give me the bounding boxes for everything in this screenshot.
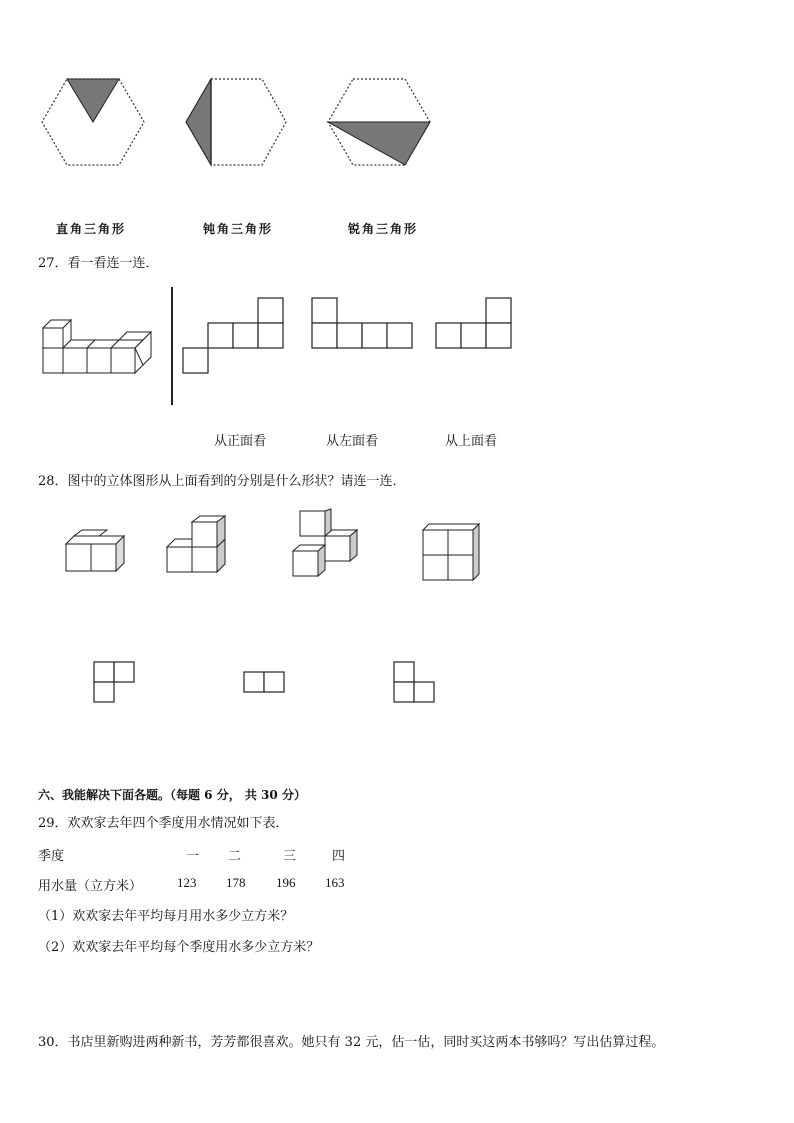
q28-top-view-shape-2 (243, 671, 287, 695)
hexagon-figure-obtuse-triangle (184, 76, 288, 168)
q27-question: 看一看连一连． (67, 256, 159, 271)
q28-3d-figure-3 (291, 509, 363, 579)
q29-value-2: 178 (226, 875, 246, 890)
hexagon-label-acute: 锐角三角形 (348, 222, 419, 236)
q28-3d-figure-1 (64, 530, 126, 574)
q29-question: 欢欢家去年四个季度用水情况如下表． (67, 816, 289, 831)
q29-quarter-3: 三 (283, 849, 297, 864)
q29-quarter-1: 一 (186, 849, 200, 864)
q29-quarter-2: 二 (228, 849, 242, 864)
q28-3d-figure-2 (165, 516, 227, 574)
q27-view-shape-1 (182, 297, 286, 375)
q29-text (38, 812, 289, 831)
q27-view-label-top: 从上面看 (445, 434, 498, 449)
hexagon-figure-right-triangle (40, 76, 146, 168)
q29-table-row-label: 用水量（立方米） (38, 879, 143, 894)
hexagon-figure-acute-triangle (326, 76, 432, 168)
q28-number: 28． (38, 474, 68, 489)
q27-view-shape-2 (311, 297, 417, 351)
q27-divider-line (171, 287, 173, 405)
q30-question: 书店里新购进两种新书，芳芳都很喜欢。她只有 32 元，估一估，同时买这两本书够吗？写出估算过程。 (67, 1035, 665, 1050)
q28-3d-figure-4 (421, 522, 483, 584)
q30-text (38, 1031, 664, 1050)
q29-number: 29． (38, 816, 68, 831)
q28-text (38, 470, 406, 489)
q29-value-3: 196 (276, 875, 296, 890)
q28-top-view-shape-1 (93, 661, 137, 705)
q27-view-label-left: 从左面看 (326, 434, 379, 449)
q28-question: 图中的立体图形从上面看到的分别是什么形状？请连一连． (67, 474, 406, 489)
q29-subquestion-2: （2）欢欢家去年平均每个季度用水多少立方米？ (38, 940, 320, 955)
section-6-title: 六、我能解决下面各题。（每题 6 分， 共 30 分） (38, 788, 306, 802)
q29-value-4: 163 (325, 875, 345, 890)
q29-quarter-4: 四 (332, 849, 346, 864)
q27-text (38, 252, 159, 271)
q27-3d-figure (40, 320, 160, 376)
q29-table-header-label: 季度 (38, 849, 65, 864)
q28-top-view-shape-3 (393, 661, 437, 705)
q29-value-1: 123 (177, 875, 197, 890)
q27-view-shape-3 (435, 297, 515, 351)
hexagon-label-right: 直角三角形 (56, 222, 127, 236)
q29-subquestion-1: （1）欢欢家去年平均每月用水多少立方米？ (38, 909, 294, 924)
q27-view-label-front: 从正面看 (214, 434, 267, 449)
hexagon-label-obtuse: 钝角三角形 (203, 222, 274, 236)
q27-number: 27． (38, 256, 68, 271)
q30-number: 30． (38, 1035, 68, 1050)
